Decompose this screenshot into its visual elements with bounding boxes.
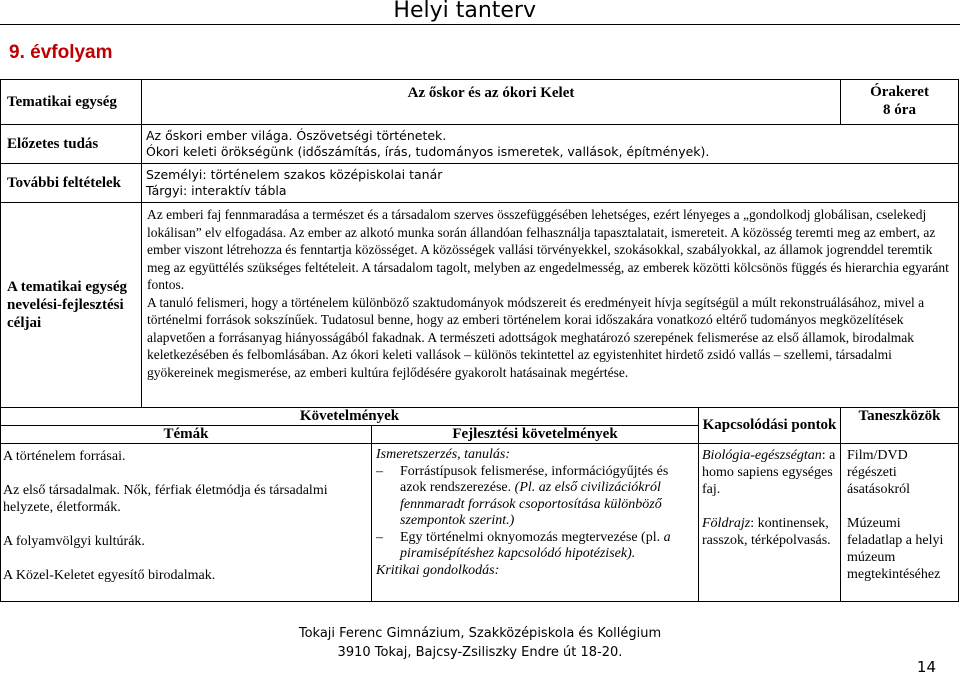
hours-label: Órakeret (870, 84, 929, 100)
footer-line: 3910 Tokaj, Bajcsy-Zsiliszky Endre út 18-20. (337, 645, 623, 660)
label-goals: A tematikai egység nevelési-fejlesztési céljai (1, 203, 142, 408)
tools-header: Taneszközök (841, 408, 959, 444)
connection-item (702, 515, 837, 549)
dev-requirements-header: Fejlesztési követelmények (372, 426, 699, 444)
footer-line: Tokaji Ferenc Gimnázium, Szakközépiskola és Kollégium (298, 626, 662, 641)
goals (142, 203, 959, 408)
topics-list (1, 444, 372, 602)
hours-value: 8 óra (883, 102, 916, 118)
condition-line: Személyi: történelem szakos középiskolai tanár (146, 167, 443, 182)
connection-text: : a homo sapiens egységes faj. (702, 448, 836, 497)
curriculum-table (0, 79, 959, 602)
conditions (142, 164, 959, 203)
prior-line: Ókori keleti örökségünk (időszámítás, írás, tudományos ismeretek, vallások, építmények). (146, 144, 710, 159)
page-footer (0, 624, 960, 662)
prior-knowledge (142, 125, 959, 164)
tool-item: Múzeumi feladatlap a helyi múzeum megtekintéséhez (847, 516, 944, 582)
dev-item (376, 530, 694, 563)
header-rule (0, 24, 960, 25)
connection-item (702, 447, 837, 498)
condition-line: Tárgyi: interaktív tábla (146, 183, 287, 198)
dev-heading: Ismeretszerzés, tanulás: (376, 447, 511, 462)
prior-line: Az őskori ember világa. Ószövetségi történetek. (146, 128, 447, 143)
topic-item: A történelem forrásai. (3, 449, 126, 464)
topic-item: Az első társadalmak. Nők, férfiak életmódja és társadalmi helyzete, életformák. (3, 483, 328, 515)
topic-item: A Közel-Keletet egyesítő birodalmak. (3, 568, 216, 583)
unit-topic: Az őskor és az ókori Kelet (142, 80, 841, 125)
dev-item-example: a piramisépítéshez kapcsolódó hipotézisek). (400, 529, 671, 561)
connections-header: Kapcsolódási pontok (699, 408, 841, 444)
label-prior: Előzetes tudás (1, 125, 142, 164)
page-number: 14 (916, 658, 936, 676)
tools (841, 444, 959, 602)
dev-heading: Kritikai gondolkodás: (376, 562, 500, 578)
hours-cell (841, 80, 959, 125)
label-unit: Tematikai egység (1, 80, 142, 125)
header-title: Helyi tanterv (393, 0, 536, 23)
dev-item-example: (Pl. az első civilizációkról fennmaradt források csoportosítása különböző szempontok szerint.) (400, 480, 662, 528)
topics-header: Témák (1, 426, 372, 444)
connection-subject: Földrajz (702, 516, 751, 531)
requirements-header: Követelmények (1, 408, 699, 426)
dev-item-text: Forrástípusok felismerése, információgyűjtés és azok rendszerezése. (400, 463, 669, 495)
dev-item (376, 464, 694, 530)
grade-heading: 9. évfolyam (9, 42, 113, 63)
connection-subject: Biológia-egészségtan (702, 448, 822, 463)
topic-item: A folyamvölgyi kultúrák. (3, 534, 145, 549)
page-header (0, 0, 960, 24)
goal-paragraph: Az emberi faj fennmaradása a természet és a társadalom szerves összefüggésében lehetséges, ezért lényeges a „gondolkodj globálisan, cselekedj lokálisan” elv elfogadása. Az ember az alkotó munka során állandóan felhasználja tapasztalatait, ismereteit. A közösség teremti meg az embert, az ember viszont létrehozza és fenntartja közösséget. A közösségek vallási törvényekkel, szokásokkal, szabályokkal, az államok jogrenddel teremtik meg az együttélés szükséges feltételeit. A társadalom tagolt, melyben az engedelmesség, az emberek közötti kölcsönös függés és hierarchia egyaránt fontos. (147, 207, 949, 292)
connections (699, 444, 841, 602)
dev-list (376, 464, 694, 563)
dev-item-text: Egy történelmi oknyomozás megtervezése (pl. (400, 529, 661, 545)
label-conditions: További feltételek (1, 164, 142, 203)
tool-item: Film/DVD régészeti ásatásokról (847, 448, 910, 497)
goal-paragraph: A tanuló felismeri, hogy a történelem különböző szaktudományok módszereit és eredményeit hívja segítségül a múlt rekonstruálásához, mivel a történelmi források sokszínűek. Tudatosul benne, hogy az emberi történelem korai időszakára vonatkozó eltérő tudományos megközelítések alapvetően a forrásanyag hiányosságából fakadnak. A természeti adottságok meghatározó szerepének felismerése az első államok, birodalmak keletkezésében és felbomlásában. Az ókori keleti vallások – különös tekintettel az egyistenhitet hirdető zsidó vallás – szellemi, társadalmi gyökereinek megismerése, az emberi kultúra fejlődésére gyakorolt hatásainak megértése. (147, 294, 925, 380)
dev-requirements (372, 444, 699, 602)
connection-text: : kontinensek, rasszok, térképolvasás. (702, 516, 831, 548)
